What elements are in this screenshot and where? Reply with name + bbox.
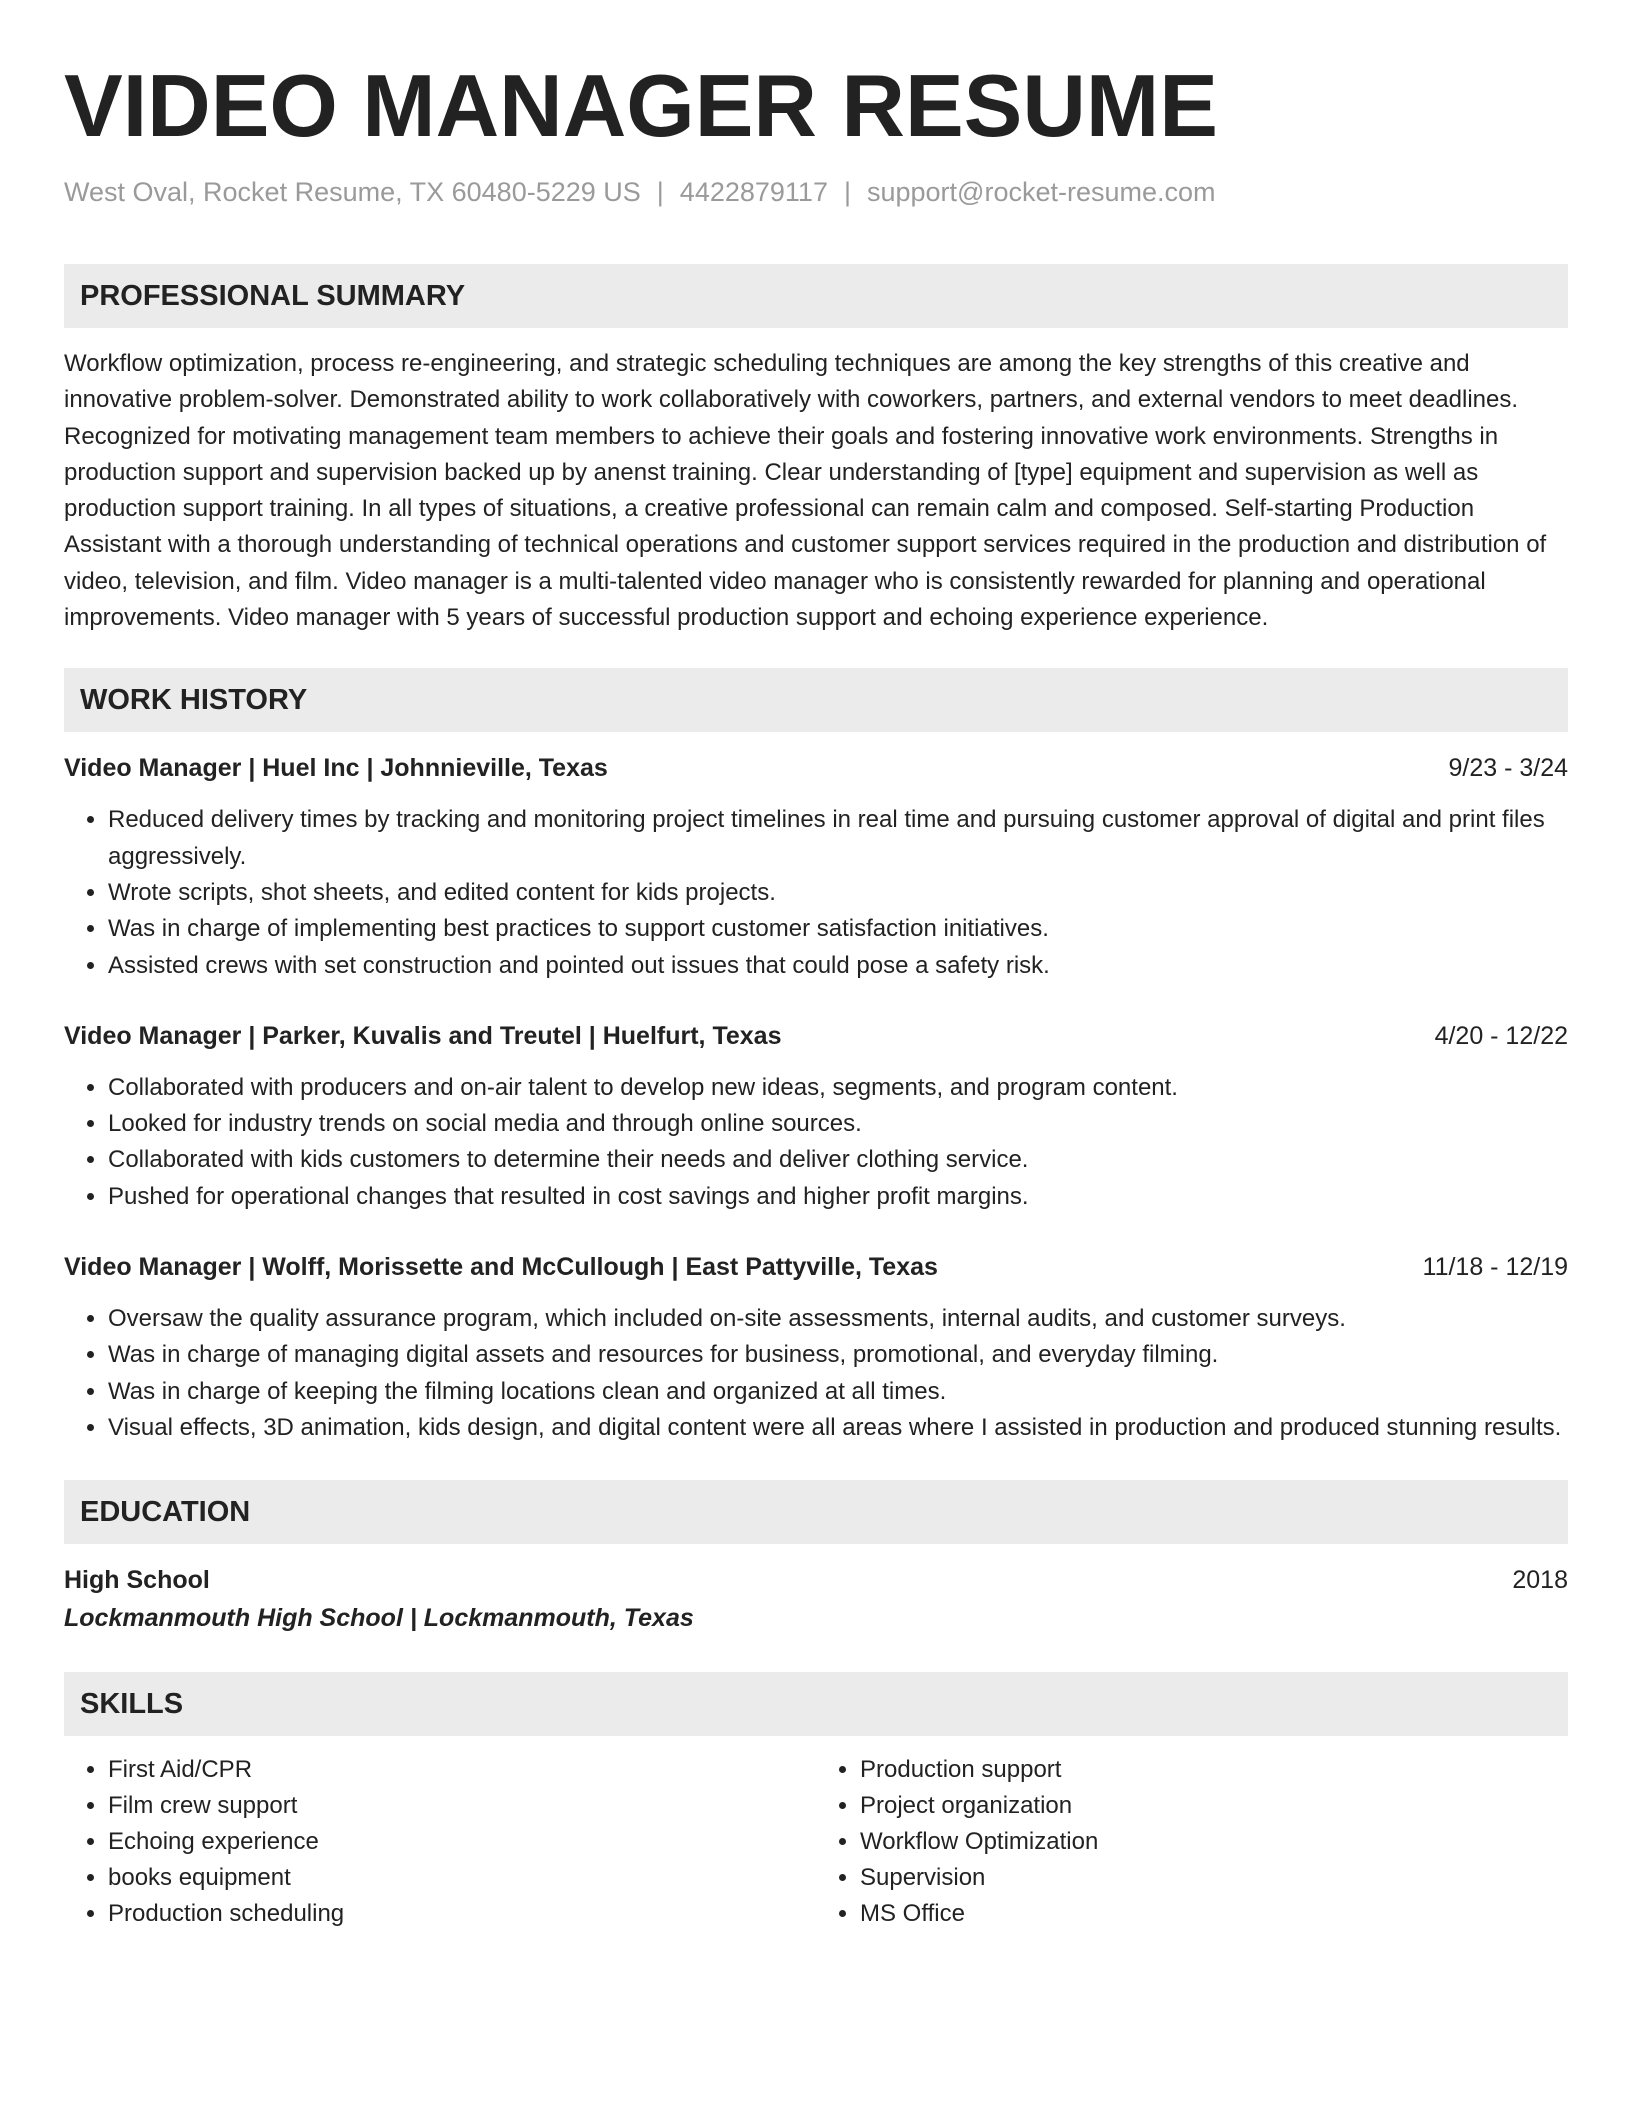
contact-separator: | xyxy=(656,177,664,207)
education-school: Lockmanmouth High School | Lockmanmouth, Texas xyxy=(64,1604,694,1633)
contact-line xyxy=(64,174,1568,210)
job-bullet: • Pushed for operational changes that resulted in cost savings and higher profit margins. xyxy=(108,1179,1568,1215)
skill-item: • Supervision xyxy=(860,1860,1568,1896)
resume-title: VIDEO MANAGER RESUME xyxy=(64,56,1218,155)
job-bullet: • Was in charge of managing digital assets and resources for business, promotional, and everyday filming. xyxy=(108,1337,1568,1373)
job-bullet: • Assisted crews with set construction and pointed out issues that could pose a safety risk. xyxy=(108,948,1568,984)
job-bullets xyxy=(64,1070,1568,1215)
contact-phone: 4422879117 xyxy=(679,177,828,207)
job-bullet: • Visual effects, 3D animation, kids design, and digital content were all areas where I assisted in production and produced stunning results. xyxy=(108,1410,1568,1446)
job-dates: 11/18 - 12/19 xyxy=(1422,1253,1568,1282)
education-year: 2018 xyxy=(1512,1566,1568,1595)
job-title: Video Manager | Wolff, Morissette and McCullough | East Pattyville, Texas xyxy=(64,1253,938,1282)
contact-email: support@rocket-resume.com xyxy=(866,177,1216,207)
skill-item: • Production support xyxy=(860,1752,1568,1788)
skill-item: • Project organization xyxy=(860,1788,1568,1824)
job-bullet: • Oversaw the quality assurance program, which included on-site assessments, internal audits, and customer surveys. xyxy=(108,1301,1568,1337)
job-dates: 9/23 - 3/24 xyxy=(1448,754,1568,783)
skill-item: • First Aid/CPR xyxy=(108,1752,816,1788)
skills-column-left xyxy=(64,1752,816,1932)
skill-item: • Production scheduling xyxy=(108,1896,816,1932)
section-heading-work-history: WORK HISTORY xyxy=(64,668,1568,732)
job-entry xyxy=(64,1249,1568,1446)
job-bullet: • Looked for industry trends on social media and through online sources. xyxy=(108,1106,1568,1142)
section-heading-education: EDUCATION xyxy=(64,1480,1568,1544)
skills-column-right xyxy=(816,1752,1568,1932)
contact-separator: | xyxy=(843,177,851,207)
contact-address: West Oval, Rocket Resume, TX 60480-5229 US xyxy=(64,177,641,207)
job-dates: 4/20 - 12/22 xyxy=(1434,1021,1568,1050)
skill-item: • Echoing experience xyxy=(108,1824,816,1860)
job-title: Video Manager | Huel Inc | Johnnieville, Texas xyxy=(64,754,608,783)
job-bullets xyxy=(64,802,1568,983)
skill-item: • Film crew support xyxy=(108,1788,816,1824)
education-degree: High School xyxy=(64,1566,210,1595)
skill-item: • books equipment xyxy=(108,1860,816,1896)
job-entry xyxy=(64,1018,1568,1215)
job-bullet: • Was in charge of keeping the filming locations clean and organized at all times. xyxy=(108,1374,1568,1410)
job-bullet: • Was in charge of implementing best practices to support customer satisfaction initiatives. xyxy=(108,911,1568,947)
job-title: Video Manager | Parker, Kuvalis and Treutel | Huelfurt, Texas xyxy=(64,1021,782,1050)
skills-list xyxy=(64,1752,1568,1932)
job-bullets xyxy=(64,1301,1568,1446)
job-bullet: • Wrote scripts, shot sheets, and edited content for kids projects. xyxy=(108,875,1568,911)
education-entry xyxy=(64,1562,1568,1598)
skill-item: • MS Office xyxy=(860,1896,1568,1932)
skill-item: • Workflow Optimization xyxy=(860,1824,1568,1860)
job-entry xyxy=(64,750,1568,983)
job-bullet: • Collaborated with kids customers to determine their needs and deliver clothing service. xyxy=(108,1142,1568,1178)
job-bullet: • Collaborated with producers and on-air talent to develop new ideas, segments, and program content. xyxy=(108,1070,1568,1106)
job-bullet: • Reduced delivery times by tracking and monitoring project timelines in real time and pursuing customer approval of digital and print files aggressively. xyxy=(108,802,1568,875)
summary-text: Workflow optimization, process re-engineering, and strategic scheduling techniques are among the key strengths of this creative and innovative problem-solver. Demonstrated ability to work collaboratively with coworkers, partners, and external vendors to meet deadlines. Recognized for motivating management team members to achieve their goals and fostering innovative work environments. Strengths in production support and supervision backed up by anenst training. Clear understanding of [type] equipment and supervision as well as production support training. In all types of situations, a creative professional can remain calm and composed. Self-starting Production Assistant with a thorough understanding of technical operations and customer support services required in the production and distribution of video, television, and film. Video manager is a multi-talented video manager who is consistently rewarded for planning and operational improvements. Video manager with 5 years of successful production support and echoing experience experience. xyxy=(64,350,1547,632)
section-heading-skills: SKILLS xyxy=(64,1672,1568,1736)
section-heading-summary: PROFESSIONAL SUMMARY xyxy=(64,264,1568,328)
